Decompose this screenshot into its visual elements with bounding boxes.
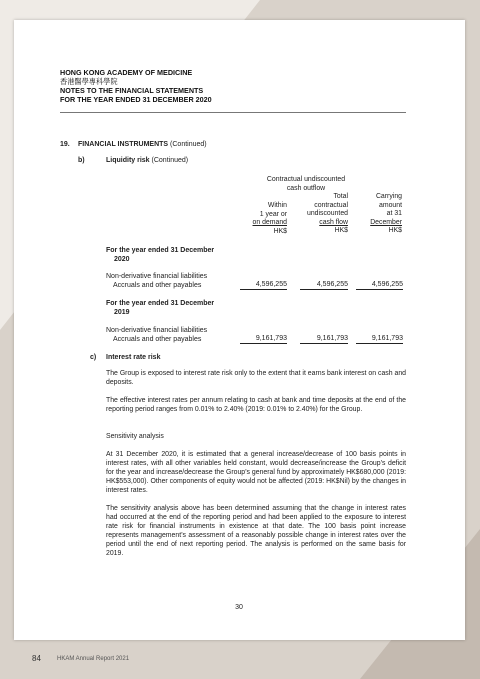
table-cell: 4,596,255 [300,281,348,290]
section-title: FINANCIAL INSTRUMENTS [78,141,169,148]
col3-line-2: amount [379,201,402,209]
col2-unit: HK$ [334,227,348,235]
footer-page-number: 84 [32,654,41,663]
col2-line-4: cash flow [319,218,348,226]
block-2019-year: 2019 [114,309,130,317]
col-header-total-contractual [292,193,348,236]
subsection-b-suffix: (Continued) [151,157,189,164]
block-2020-category: Non-derivative financial liabilities [106,273,208,280]
page-number: 30 [235,604,243,611]
org-name-en: HONG KONG ACADEMY OF MEDICINE [60,68,193,77]
subsection-c-letter: c) [90,354,97,361]
block-2020-year: 2020 [114,256,130,264]
col1-line-3: on demand [252,219,287,227]
header-divider [60,112,406,113]
col3-unit: HK$ [388,227,402,235]
interest-paragraph-2: The effective interest rates per annum relating to cash at bank and time deposits at the end of the reporting period ranges from 0.01% to 2.40% (2019: 0.01% to 2.40%) for the Group. [106,397,406,413]
block-2020-item: Accruals and other payables [113,282,202,289]
block-2019-item: Accruals and other payables [113,336,202,343]
section-title-suffix: (Continued) [170,141,207,148]
block-2020-heading-line-1: For the year ended 31 December [106,247,215,254]
interest-paragraph-5: The sensitivity analysis above has been determined assuming that the change in interest rates had occurred at the end of the reporting period and had been applied to the exposure to interest rate risk for financial instruments in existence at that date. The 100 basis point increase represents management’s assessment of a reasonably possible change in interest rates over the period until the end of next reporting period. The analysis is performed on the same basis for 2019. [106,505,406,557]
section-number: 19. [60,141,70,148]
col1-line-2: 1 year or [259,210,287,218]
block-2019-category: Non-derivative financial liabilities [106,327,208,334]
col1-line-1: Within [267,202,287,209]
subsection-b-heading [106,156,188,165]
block-2019-heading [106,299,214,317]
block-2020-heading [106,246,214,264]
block-2019-heading-line-1: For the year ended 31 December [106,300,215,307]
col-header-within-1-year [235,202,287,236]
col3-line-1: Carrying [375,193,402,200]
col2-line-1: Total [333,193,348,200]
table-cell: 9,161,793 [300,335,348,344]
document-title: NOTES TO THE FINANCIAL STATEMENTS [60,86,204,95]
subsection-b-title: Liquidity risk [106,157,150,164]
col2-line-2: contractual [314,201,348,209]
period-title: FOR THE YEAR ENDED 31 DECEMBER 2020 [60,95,212,104]
org-name-zh: 香港醫學專科學院 [60,77,118,86]
sensitivity-heading: Sensitivity analysis [106,433,164,440]
subsection-c-title: Interest rate risk [106,354,161,361]
table-cell: 4,596,255 [240,281,287,290]
group-header-line-2: cash outflow [286,184,326,192]
footer-report-title: HKAM Annual Report 2021 [57,656,130,662]
interest-paragraph-4: At 31 December 2020, it is estimated that a general increase/decrease of 100 basis points in interest rates, with all other variables held constant, would decrease/increase the Group’s deficit for the year and increase/decrease the Group’s general fund by approximately HK$680,000 (2019: HK$553,000). Other components of equity would not be affected (2019: HK$Nil) by the changes in interest rates. [106,451,406,494]
table-cell: 4,596,255 [356,281,403,290]
group-header [246,176,366,193]
col3-line-3: at 31 [386,210,402,218]
col-header-carrying-amount [352,193,402,236]
col2-line-3: undiscounted [307,210,348,218]
col3-line-4: December [370,218,402,226]
group-header-line-1: Contractual undiscounted [266,176,346,183]
table-cell: 9,161,793 [240,335,287,344]
col1-unit: HK$ [273,227,287,235]
section-heading [78,140,207,149]
subsection-b-letter: b) [78,157,85,164]
table-cell: 9,161,793 [356,335,403,344]
interest-paragraph-1: The Group is exposed to interest rate risk only to the extent that it earns bank interest on cash and deposits. [106,370,406,386]
